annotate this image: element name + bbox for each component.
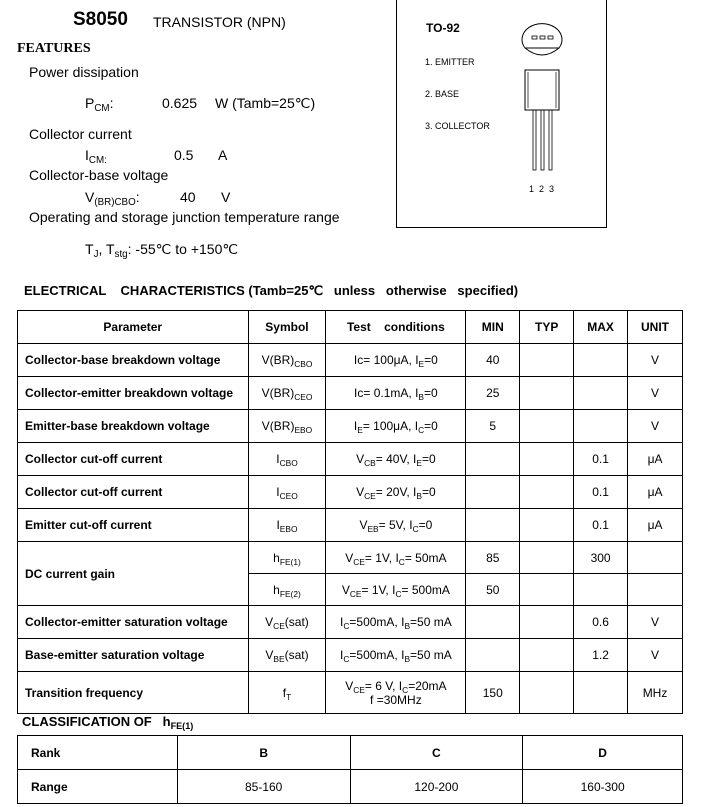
- row-typ: [520, 509, 574, 542]
- electrical-characteristics-heading: ELECTRICAL CHARACTERISTICS (Tamb=25℃ unless otherwise specified): [24, 283, 519, 298]
- pcm-value: 0.625: [162, 95, 198, 111]
- part-number: S8050: [73, 9, 128, 30]
- row-min: [466, 639, 520, 672]
- row-symbol: $V_{BE}(sat)$: [248, 639, 326, 672]
- pin-number-2: 2: [539, 184, 545, 194]
- row-conditions: $I_C=500mA$, $I_B=50$ mA: [326, 639, 466, 672]
- row-typ: [520, 574, 574, 606]
- row-typ: [520, 443, 574, 476]
- row-unit: V: [628, 377, 683, 410]
- row-typ: [520, 639, 574, 672]
- row-typ: [520, 542, 574, 574]
- header-typ: TYP: [520, 311, 574, 344]
- row-parameter: Collector cut-off current: [18, 443, 249, 476]
- row-parameter: Emitter cut-off current: [18, 509, 249, 542]
- row-typ: [520, 672, 574, 714]
- to92-package-icon: [397, 0, 608, 200]
- row-unit: MHz: [628, 672, 683, 714]
- row-typ: [520, 410, 574, 443]
- icm-symbol: $I_{CM:}$: [85, 147, 107, 166]
- cb-voltage-label: Collector-base voltage: [29, 167, 169, 183]
- pin-2-label: 2. BASE: [425, 89, 460, 99]
- table-row: [18, 377, 683, 410]
- row-parameter: DC current gain: [18, 542, 249, 606]
- row-unit: V: [628, 410, 683, 443]
- table-row: [18, 410, 683, 443]
- rank-label: Rank: [18, 736, 178, 770]
- row-max: 0.1: [574, 443, 628, 476]
- row-typ: [520, 377, 574, 410]
- pin-1-label: 1. EMITTER: [425, 57, 475, 67]
- row-symbol: $h_{FE(1)}$: [248, 542, 326, 574]
- row-min: [466, 606, 520, 639]
- classification-table: [17, 735, 683, 804]
- power-dissipation-label: Power dissipation: [29, 64, 139, 80]
- row-conditions: $I_E= 100\mu A$, $I_C=0$: [326, 410, 466, 443]
- row-symbol: $f_T$: [248, 672, 326, 714]
- row-typ: [520, 606, 574, 639]
- icm-value: 0.5: [174, 147, 194, 163]
- row-parameter: Emitter-base breakdown voltage: [18, 410, 249, 443]
- row-min: [466, 476, 520, 509]
- row-typ: [520, 344, 574, 377]
- row-symbol: $V(BR)_{EBO}$: [248, 410, 326, 443]
- table-row: [18, 770, 683, 804]
- row-conditions: Ic= 100μA, $I_E=0$: [326, 344, 466, 377]
- row-unit: μA: [628, 443, 683, 476]
- table-row: [18, 509, 683, 542]
- header-min: MIN: [466, 311, 520, 344]
- row-min: 25: [466, 377, 520, 410]
- pin-number-3: 3: [549, 184, 555, 194]
- row-conditions: $V_{CE}= 20V$, $I_B=0$: [326, 476, 466, 509]
- table-header-row: [18, 311, 683, 344]
- row-conditions: Ic= 0.1mA, $I_B=0$: [326, 377, 466, 410]
- package-name: TO-92: [426, 21, 460, 35]
- header-parameter: Parameter: [18, 311, 249, 344]
- row-parameter: Base-emitter saturation voltage: [18, 639, 249, 672]
- range-label: Range: [18, 770, 178, 804]
- table-row: [18, 542, 683, 574]
- pin-3-label: 3. COLLECTOR: [425, 121, 490, 131]
- table-row: [18, 736, 683, 770]
- electrical-characteristics-table: [17, 310, 683, 714]
- table-row: [18, 672, 683, 714]
- row-parameter: Collector-base breakdown voltage: [18, 344, 249, 377]
- row-conditions: $V_{CB}= 40V$, $I_E=0$: [326, 443, 466, 476]
- pin-number-1: 1: [529, 184, 535, 194]
- row-unit: V: [628, 606, 683, 639]
- rank-cell: C: [350, 736, 523, 770]
- rank-cell: B: [177, 736, 350, 770]
- row-symbol: $I_{CBO}$: [248, 443, 326, 476]
- range-cell: 85-160: [177, 770, 350, 804]
- table-row: [18, 344, 683, 377]
- row-unit: [628, 542, 683, 574]
- pcm-symbol: $P_{CM}$:: [85, 95, 114, 114]
- row-min: 50: [466, 574, 520, 606]
- table-row: [18, 443, 683, 476]
- icm-unit: A: [218, 147, 228, 163]
- header-symbol: Symbol: [248, 311, 326, 344]
- row-symbol: $V(BR)_{CBO}$: [248, 344, 326, 377]
- row-conditions: $V_{CE}= 1V$, $I_C= 500mA$: [326, 574, 466, 606]
- row-parameter: Collector-emitter breakdown voltage: [18, 377, 249, 410]
- row-unit: μA: [628, 509, 683, 542]
- temp-range-label: Operating and storage junction temperature range: [29, 209, 340, 225]
- features-heading: FEATURES: [17, 41, 91, 56]
- row-conditions: $I_C=500mA$, $I_B=50$ mA: [326, 606, 466, 639]
- row-parameter: Transition frequency: [18, 672, 249, 714]
- row-max: [574, 344, 628, 377]
- table-row: [18, 476, 683, 509]
- table-row: [18, 639, 683, 672]
- classification-heading: CLASSIFICATION OF $h_{FE(1)}$: [22, 714, 194, 731]
- row-max: 300: [574, 542, 628, 574]
- row-min: [466, 509, 520, 542]
- row-symbol: $h_{FE(2)}$: [248, 574, 326, 606]
- row-unit: V: [628, 344, 683, 377]
- row-unit: V: [628, 639, 683, 672]
- row-max: 1.2: [574, 639, 628, 672]
- pcm-unit: W (Tamb=25℃): [215, 95, 316, 111]
- row-max: [574, 377, 628, 410]
- row-symbol: $I_{CEO}$: [248, 476, 326, 509]
- row-conditions: $V_{CE}= 1V$, $I_C= 50mA$: [326, 542, 466, 574]
- row-max: [574, 410, 628, 443]
- row-max: [574, 574, 628, 606]
- rank-cell: D: [523, 736, 683, 770]
- row-symbol: $V_{CE}(sat)$: [248, 606, 326, 639]
- header-max: MAX: [574, 311, 628, 344]
- row-max: [574, 672, 628, 714]
- header-test-conditions: Test conditions: [326, 311, 466, 344]
- row-max: 0.1: [574, 509, 628, 542]
- range-cell: 160-300: [523, 770, 683, 804]
- row-min: 40: [466, 344, 520, 377]
- header-unit: UNIT: [628, 311, 683, 344]
- transistor-type: TRANSISTOR (NPN): [153, 14, 286, 30]
- temp-range-value: $T_J$, $T_{stg}$: -55℃ to +150℃: [85, 241, 239, 260]
- row-min: [466, 443, 520, 476]
- row-parameter: Collector-emitter saturation voltage: [18, 606, 249, 639]
- range-cell: 120-200: [350, 770, 523, 804]
- row-min: 5: [466, 410, 520, 443]
- row-unit: μA: [628, 476, 683, 509]
- row-max: 0.6: [574, 606, 628, 639]
- row-conditions: $V_{CE}= 6$ V, $I_C=20mA$ f =30MHz: [326, 672, 466, 714]
- row-symbol: $V(BR)_{CEO}$: [248, 377, 326, 410]
- row-conditions: $V_{EB}= 5V$, $I_C=0$: [326, 509, 466, 542]
- row-max: 0.1: [574, 476, 628, 509]
- vcbo-unit: V: [221, 189, 231, 205]
- row-unit: [628, 574, 683, 606]
- row-parameter: Collector cut-off current: [18, 476, 249, 509]
- row-min: 85: [466, 542, 520, 574]
- package-box: [396, 0, 607, 228]
- table-row: [18, 606, 683, 639]
- vcbo-symbol: $V_{(BR)CBO}$:: [85, 189, 140, 208]
- row-typ: [520, 476, 574, 509]
- row-min: 150: [466, 672, 520, 714]
- vcbo-value: 40: [180, 189, 196, 205]
- row-symbol: $I_{EBO}$: [248, 509, 326, 542]
- collector-current-label: Collector current: [29, 126, 132, 142]
